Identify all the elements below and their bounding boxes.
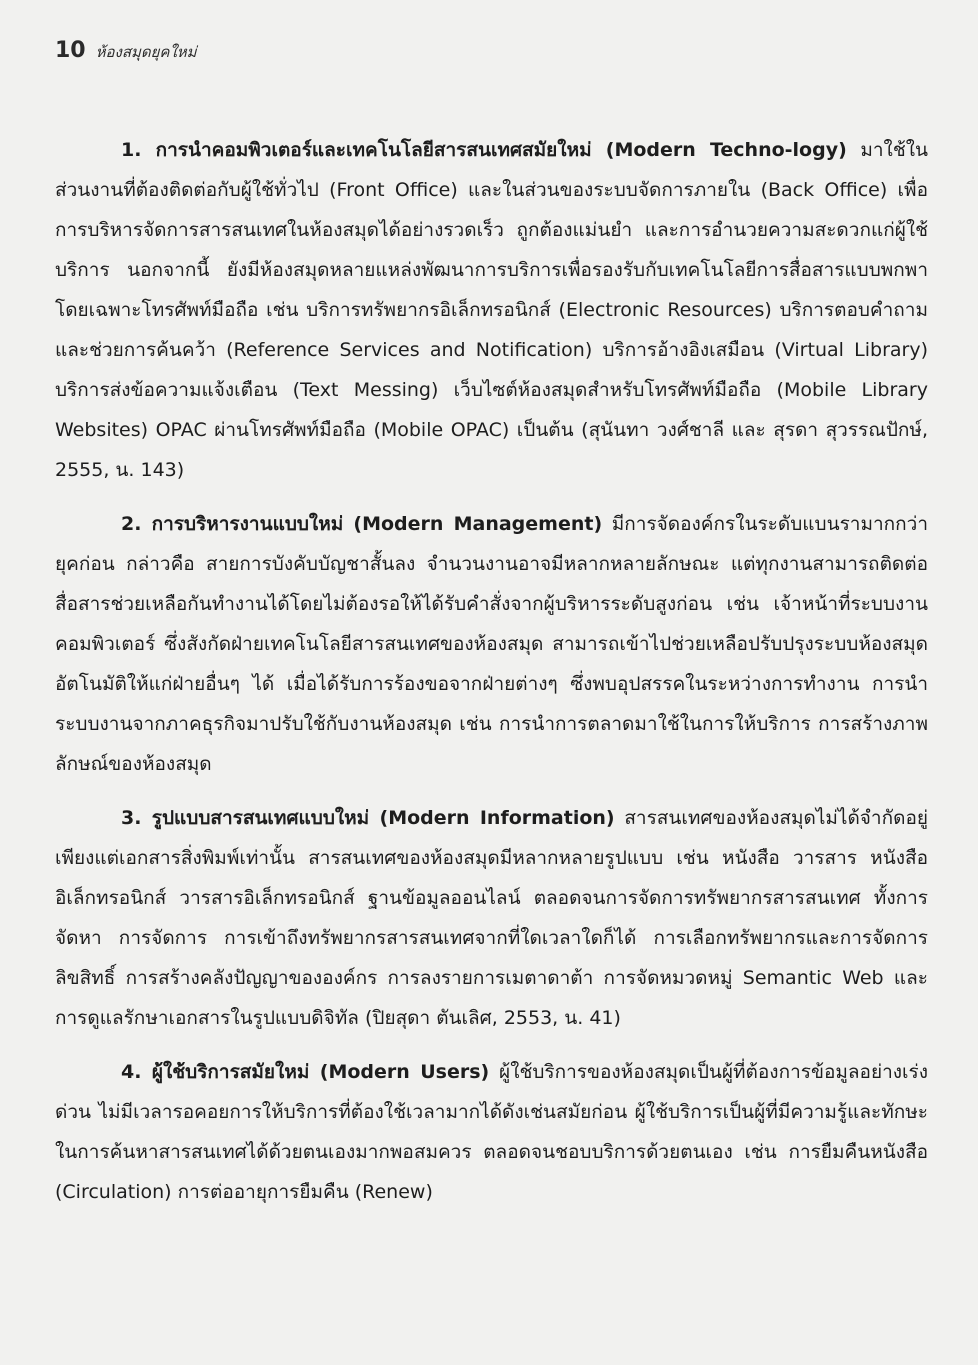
paragraph-heading: 1. การนำคอมพิวเตอร์และเทคโนโลยีสารสนเทศสมัยใหม่ (Modern Techno-logy) xyxy=(121,139,847,161)
paragraph-modern-users xyxy=(55,1052,928,1212)
paragraph-heading: 4. ผู้ใช้บริการสมัยใหม่ (Modern Users) xyxy=(121,1061,490,1083)
paragraph-text: ผู้ใช้บริการของห้องสมุดเป็นผู้ที่ต้องการข้อมูลอย่างเร่งด่วน ไม่มีเวลารอคอยการให้บริการที่ต้องใช้เวลามากได้ดังเช่นสมัยก่อน ผู้ใช้บริการเป็นผู้ที่มีความรู้และทักษะในการค้นหาสารสนเทศได้ด้วยตนเองมากพอสมควร ตลอดจนชอบบริการด้วยตนเอง เช่น การยืมคืนหนังสือ (Circulation) การต่ออายุการยืมคืน (Renew) xyxy=(55,1061,928,1203)
paragraph-heading: 2. การบริหารงานแบบใหม่ (Modern Management) xyxy=(121,513,603,535)
paragraph-heading: 3. รูปแบบสารสนเทศแบบใหม่ (Modern Information) xyxy=(121,807,615,829)
paragraph-text: มีการจัดองค์กรในระดับแบนรามากกว่ายุคก่อน กล่าวคือ สายการบังคับบัญชาสั้นลง จำนวนงานอาจมีหลากหลายลักษณะ แต่ทุกงานสามารถติดต่อสื่อสารช่วยเหลือกันทำงานได้โดยไม่ต้องรอให้ได้รับคำสั่งจากผู้บริหารระดับสูงก่อน เช่น เจ้าหน้าที่ระบบงานคอมพิวเตอร์ ซึ่งสังกัดฝ่ายเทคโนโลยีสารสนเทศของห้องสมุด สามารถเข้าไปช่วยเหลือปรับปรุงระบบห้องสมุดอัตโนมัติให้แก่ฝ่ายอื่นๆ ได้ เมื่อได้รับการร้องขอจากฝ่ายต่างๆ ซึ่งพบอุปสรรคในระหว่างการทำงาน การนำระบบงานจากภาคธุรกิจมาปรับใช้กับงานห้องสมุด เช่น การนำการตลาดมาใช้ในการให้บริการ การสร้างภาพลักษณ์ของห้องสมุด xyxy=(55,513,928,775)
page-header xyxy=(55,38,928,78)
paragraph-modern-technology xyxy=(55,130,928,490)
paragraph-text: มาใช้ในส่วนงานที่ต้องติดต่อกับผู้ใช้ทั่วไป (Front Office) และในส่วนของระบบจัดการภายใน (Back Office) เพื่อการบริหารจัดการสารสนเทศในห้องสมุดได้อย่างรวดเร็ว ถูกต้องแม่นยำ และการอำนวยความสะดวกแก่ผู้ใช้บริการ นอกจากนี้ ยังมีห้องสมุดหลายแหล่งพัฒนาการบริการเพื่อรองรับกับเทคโนโลยีการสื่อสารแบบพกพาโดยเฉพาะโทรศัพท์มือถือ เช่น บริการทรัพยากรอิเล็กทรอนิกส์ (Electronic Resources) บริการตอบคำถามและช่วยการค้นคว้า (Reference Services and Notification) บริการอ้างอิงเสมือน (Virtual Library) บริการส่งข้อความแจ้งเตือน (Text Messing) เว็บไซต์ห้องสมุดสำหรับโทรศัพท์มือถือ (Mobile Library Websites) OPAC ผ่านโทรศัพท์มือถือ (Mobile OPAC) เป็นต้น (สุนันทา วงศ์ชาลี และ สุรดา สุวรรณปักษ์, 2555, น. 143) xyxy=(55,139,928,481)
paragraph-modern-information xyxy=(55,798,928,1038)
body-text xyxy=(55,130,928,1212)
paragraph-text: สารสนเทศของห้องสมุดไม่ได้จำกัดอยู่เพียงแต่เอกสารสิ่งพิมพ์เท่านั้น สารสนเทศของห้องสมุดมีหลากหลายรูปแบบ เช่น หนังสือ วารสาร หนังสืออิเล็กทรอนิกส์ วารสารอิเล็กทรอนิกส์ ฐานข้อมูลออนไลน์ ตลอดจนการจัดการทรัพยากรสารสนเทศ ทั้งการจัดหา การจัดการ การเข้าถึงทรัพยากรสารสนเทศจากที่ใดเวลาใดก็ได้ การเลือกทรัพยากรและการจัดการลิขสิทธิ์ การสร้างคลังปัญญาขององค์กร การลงรายการเมตาดาต้า การจัดหมวดหมู่ Semantic Web และการดูแลรักษาเอกสารในรูปแบบดิจิทัล (ปิยสุดา ตันเลิศ, 2553, น. 41) xyxy=(55,807,928,1029)
paragraph-modern-management xyxy=(55,504,928,784)
running-title: ห้องสมุดยุคใหม่ xyxy=(95,43,197,61)
page-number: 10 xyxy=(55,38,86,63)
